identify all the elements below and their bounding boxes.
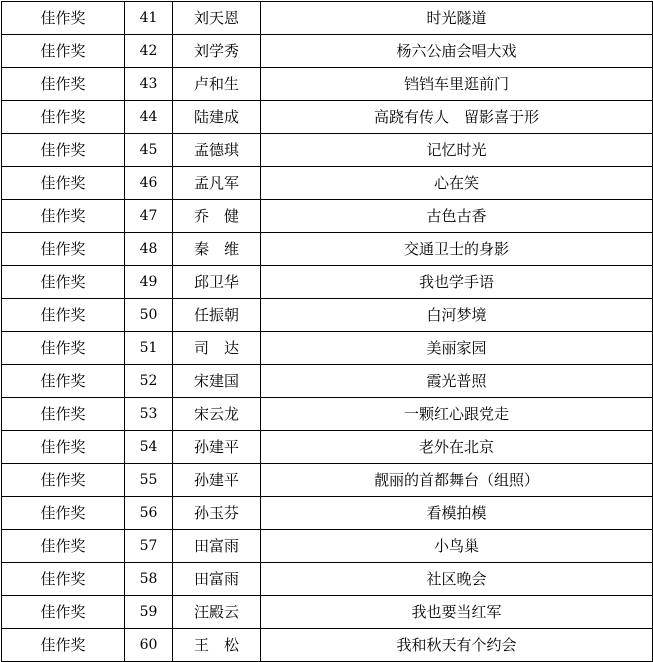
- work-title-cell: 铛铛车里逛前门: [261, 68, 653, 101]
- table-row: [2, 398, 653, 431]
- entry-number-cell: 47: [125, 200, 173, 233]
- work-title-cell: 社区晚会: [261, 563, 653, 596]
- award-level-cell: 佳作奖: [2, 629, 125, 662]
- author-name-cell: 秦 维: [173, 233, 261, 266]
- work-title-cell: 我和秋天有个约会: [261, 629, 653, 662]
- award-level-cell: 佳作奖: [2, 464, 125, 497]
- entry-number-cell: 49: [125, 266, 173, 299]
- award-level-cell: 佳作奖: [2, 530, 125, 563]
- work-title-cell: 白河梦境: [261, 299, 653, 332]
- author-name-cell: 宋建国: [173, 365, 261, 398]
- author-name-cell: 刘天恩: [173, 2, 261, 35]
- award-level-cell: 佳作奖: [2, 596, 125, 629]
- award-level-cell: 佳作奖: [2, 365, 125, 398]
- entry-number-cell: 42: [125, 35, 173, 68]
- table-row: [2, 35, 653, 68]
- table-row: [2, 365, 653, 398]
- author-name-cell: 司 达: [173, 332, 261, 365]
- entry-number-cell: 48: [125, 233, 173, 266]
- entry-number-cell: 59: [125, 596, 173, 629]
- table-row: [2, 167, 653, 200]
- author-name-cell: 宋云龙: [173, 398, 261, 431]
- award-level-cell: 佳作奖: [2, 2, 125, 35]
- entry-number-cell: 50: [125, 299, 173, 332]
- award-level-cell: 佳作奖: [2, 497, 125, 530]
- entry-number-cell: 51: [125, 332, 173, 365]
- table-row: [2, 101, 653, 134]
- work-title-cell: 记忆时光: [261, 134, 653, 167]
- entry-number-cell: 46: [125, 167, 173, 200]
- work-title-cell: 我也学手语: [261, 266, 653, 299]
- award-level-cell: 佳作奖: [2, 167, 125, 200]
- work-title-cell: 老外在北京: [261, 431, 653, 464]
- entry-number-cell: 54: [125, 431, 173, 464]
- author-name-cell: 孙玉芬: [173, 497, 261, 530]
- award-level-cell: 佳作奖: [2, 266, 125, 299]
- table-row: [2, 497, 653, 530]
- work-title-cell: 古色古香: [261, 200, 653, 233]
- table-row: [2, 563, 653, 596]
- author-name-cell: 卢和生: [173, 68, 261, 101]
- table-row: [2, 464, 653, 497]
- work-title-cell: 我也要当红军: [261, 596, 653, 629]
- work-title-cell: 霞光普照: [261, 365, 653, 398]
- work-title-cell: 心在笑: [261, 167, 653, 200]
- award-level-cell: 佳作奖: [2, 68, 125, 101]
- author-name-cell: 王 松: [173, 629, 261, 662]
- award-list-table: [1, 1, 653, 662]
- author-name-cell: 孙建平: [173, 464, 261, 497]
- award-level-cell: 佳作奖: [2, 200, 125, 233]
- entry-number-cell: 41: [125, 2, 173, 35]
- award-level-cell: 佳作奖: [2, 101, 125, 134]
- table-row: [2, 68, 653, 101]
- award-level-cell: 佳作奖: [2, 563, 125, 596]
- author-name-cell: 田富雨: [173, 530, 261, 563]
- entry-number-cell: 45: [125, 134, 173, 167]
- author-name-cell: 田富雨: [173, 563, 261, 596]
- work-title-cell: 看模拍模: [261, 497, 653, 530]
- work-title-cell: 杨六公庙会唱大戏: [261, 35, 653, 68]
- table-row: [2, 431, 653, 464]
- entry-number-cell: 57: [125, 530, 173, 563]
- work-title-cell: 靓丽的首都舞台（组照）: [261, 464, 653, 497]
- entry-number-cell: 56: [125, 497, 173, 530]
- award-table-body: [2, 2, 653, 662]
- award-level-cell: 佳作奖: [2, 299, 125, 332]
- award-level-cell: 佳作奖: [2, 233, 125, 266]
- author-name-cell: 邱卫华: [173, 266, 261, 299]
- table-row: [2, 629, 653, 662]
- entry-number-cell: 44: [125, 101, 173, 134]
- award-level-cell: 佳作奖: [2, 134, 125, 167]
- author-name-cell: 孙建平: [173, 431, 261, 464]
- author-name-cell: 刘学秀: [173, 35, 261, 68]
- award-level-cell: 佳作奖: [2, 398, 125, 431]
- table-row: [2, 200, 653, 233]
- entry-number-cell: 52: [125, 365, 173, 398]
- entry-number-cell: 43: [125, 68, 173, 101]
- work-title-cell: 高跷有传人 留影喜于形: [261, 101, 653, 134]
- table-row: [2, 2, 653, 35]
- entry-number-cell: 58: [125, 563, 173, 596]
- author-name-cell: 乔 健: [173, 200, 261, 233]
- table-row: [2, 530, 653, 563]
- work-title-cell: 小鸟巢: [261, 530, 653, 563]
- table-row: [2, 134, 653, 167]
- author-name-cell: 任振朝: [173, 299, 261, 332]
- work-title-cell: 时光隧道: [261, 2, 653, 35]
- entry-number-cell: 60: [125, 629, 173, 662]
- entry-number-cell: 53: [125, 398, 173, 431]
- table-row: [2, 299, 653, 332]
- work-title-cell: 美丽家园: [261, 332, 653, 365]
- work-title-cell: 一颗红心跟党走: [261, 398, 653, 431]
- entry-number-cell: 55: [125, 464, 173, 497]
- author-name-cell: 汪殿云: [173, 596, 261, 629]
- award-level-cell: 佳作奖: [2, 431, 125, 464]
- author-name-cell: 陆建成: [173, 101, 261, 134]
- award-level-cell: 佳作奖: [2, 35, 125, 68]
- work-title-cell: 交通卫士的身影: [261, 233, 653, 266]
- table-row: [2, 332, 653, 365]
- table-row: [2, 266, 653, 299]
- author-name-cell: 孟凡军: [173, 167, 261, 200]
- award-level-cell: 佳作奖: [2, 332, 125, 365]
- table-row: [2, 596, 653, 629]
- author-name-cell: 孟德琪: [173, 134, 261, 167]
- table-row: [2, 233, 653, 266]
